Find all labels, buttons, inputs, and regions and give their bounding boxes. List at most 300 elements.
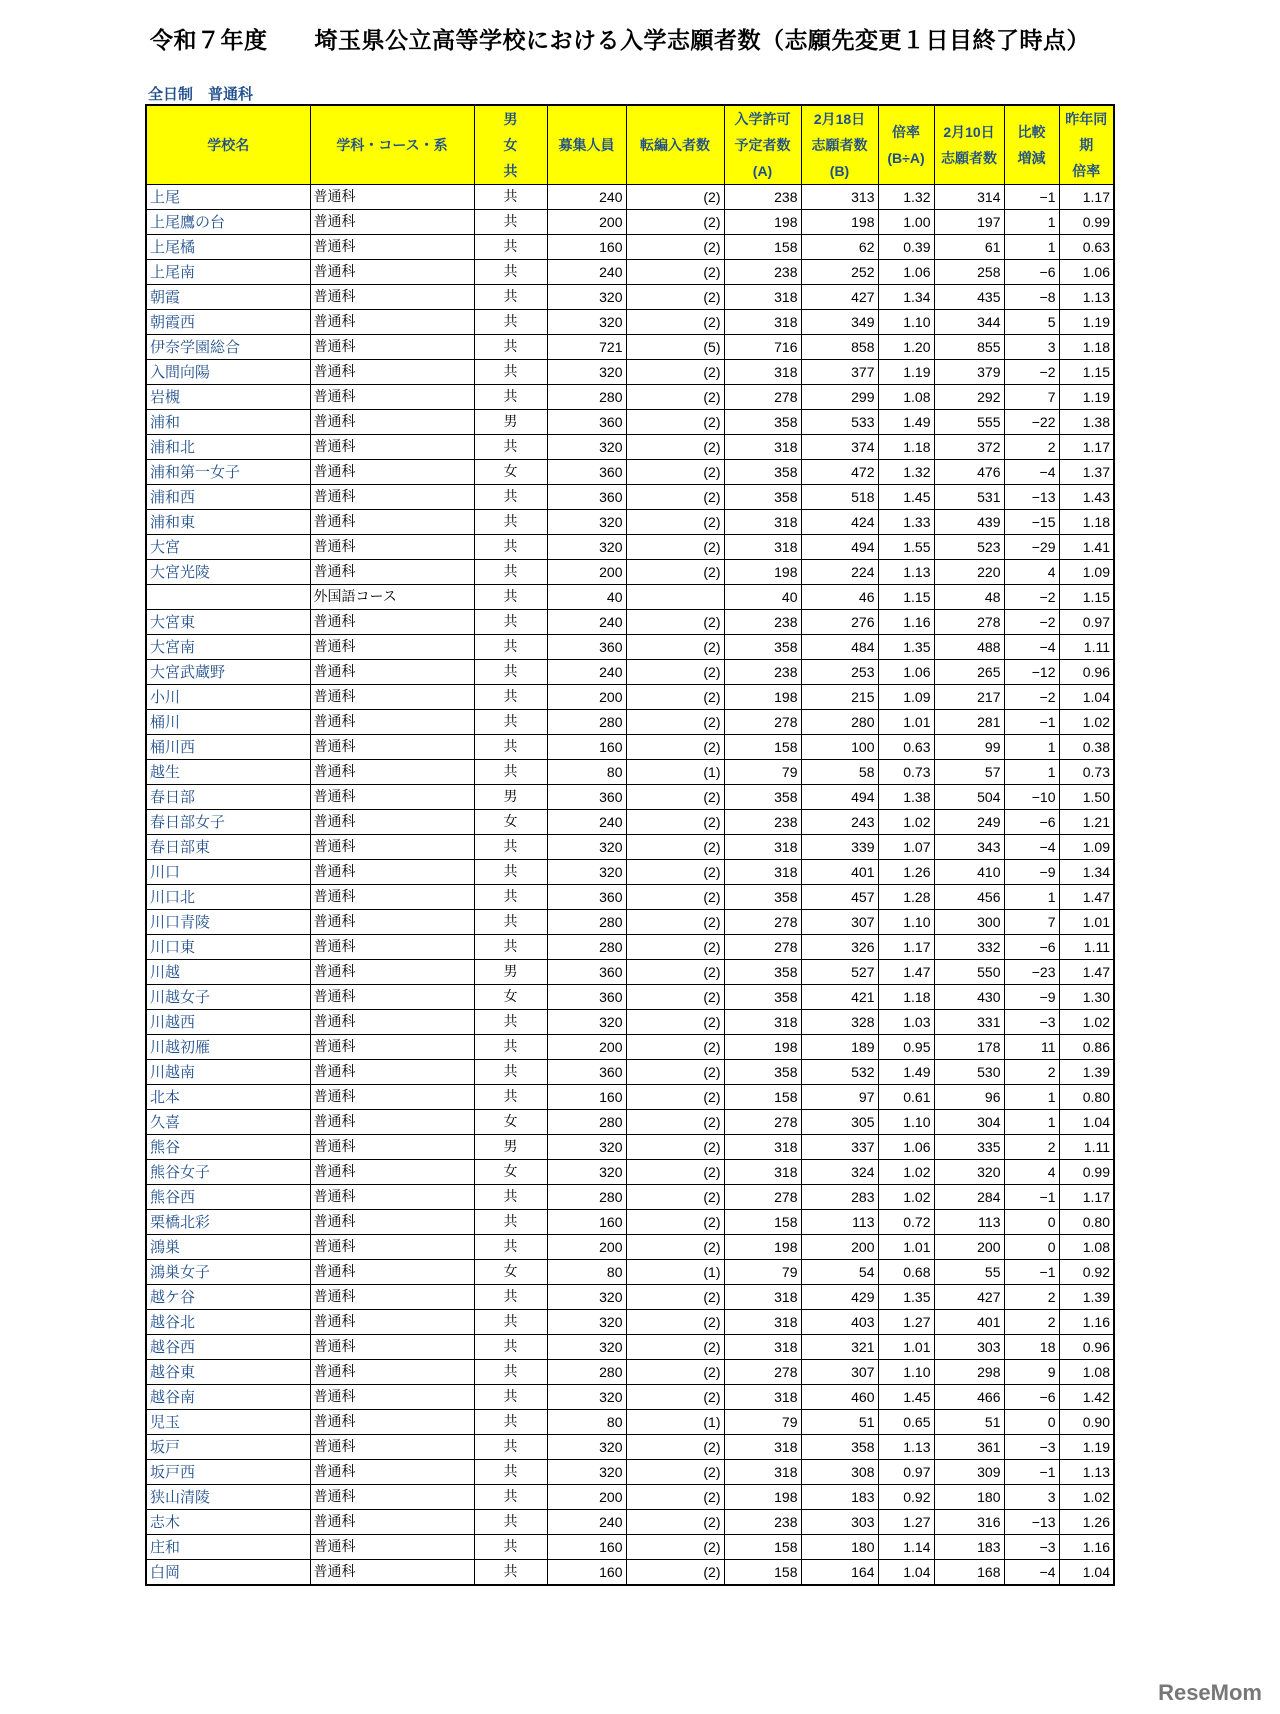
cell-transfer: (2): [626, 610, 724, 635]
cell-transfer: (2): [626, 460, 724, 485]
cell-admit: 158: [724, 1085, 801, 1110]
cell-capacity: 200: [547, 1235, 626, 1260]
cell-last: 0.90: [1059, 1410, 1114, 1435]
cell-course: 普通科: [310, 1310, 474, 1335]
cell-gender: 共: [474, 310, 547, 335]
table-row: [146, 1435, 1114, 1460]
cell-school: 大宮光陵: [146, 560, 310, 585]
cell-transfer: (2): [626, 860, 724, 885]
cell-ratio: 1.14: [878, 1535, 934, 1560]
cell-capacity: 360: [547, 485, 626, 510]
cell-course: 普通科: [310, 285, 474, 310]
cell-capacity: 360: [547, 885, 626, 910]
cell-ratio: 1.03: [878, 1010, 934, 1035]
cell-ratio: 1.27: [878, 1310, 934, 1335]
cell-gender: 共: [474, 1360, 547, 1385]
cell-course: 普通科: [310, 1035, 474, 1060]
cell-diff: −8: [1004, 285, 1059, 310]
header-admit-line-2: 予定者数: [734, 137, 791, 153]
cell-gender: 共: [474, 1310, 547, 1335]
table-header-row: [146, 105, 1114, 185]
cell-school: 北本: [146, 1085, 310, 1110]
cell-admit: 238: [724, 260, 801, 285]
header-ratio-line-2: (B÷A): [887, 150, 925, 166]
cell-ratio: 1.02: [878, 810, 934, 835]
cell-last: 0.96: [1059, 660, 1114, 685]
cell-capacity: 80: [547, 1260, 626, 1285]
cell-course: 普通科: [310, 785, 474, 810]
cell-transfer: (2): [626, 1385, 724, 1410]
cell-gender: 共: [474, 285, 547, 310]
cell-capacity: 280: [547, 935, 626, 960]
cell-prev: 281: [934, 710, 1004, 735]
cell-transfer: (2): [626, 360, 724, 385]
cell-applicants: 532: [801, 1060, 878, 1085]
cell-gender: 共: [474, 485, 547, 510]
cell-capacity: 360: [547, 635, 626, 660]
cell-school: 熊谷西: [146, 1185, 310, 1210]
cell-ratio: 0.92: [878, 1485, 934, 1510]
cell-admit: 278: [724, 1185, 801, 1210]
cell-last: 0.73: [1059, 760, 1114, 785]
header-course: 学科・コース・系: [310, 105, 474, 185]
cell-capacity: 320: [547, 1335, 626, 1360]
cell-school: 児玉: [146, 1410, 310, 1435]
cell-ratio: 0.61: [878, 1085, 934, 1110]
cell-ratio: 1.02: [878, 1185, 934, 1210]
cell-admit: 358: [724, 885, 801, 910]
table-row: [146, 1310, 1114, 1335]
cell-last: 1.39: [1059, 1285, 1114, 1310]
cell-course: 普通科: [310, 610, 474, 635]
cell-transfer: (2): [626, 510, 724, 535]
page-title: 令和７年度 埼玉県公立高等学校における入学志願者数（志願先変更１日目終了時点）: [150, 28, 1090, 54]
cell-applicants: 858: [801, 335, 878, 360]
cell-last: 1.04: [1059, 1110, 1114, 1135]
cell-course: 普通科: [310, 1110, 474, 1135]
cell-last: 0.99: [1059, 1160, 1114, 1185]
cell-school: 朝霞: [146, 285, 310, 310]
cell-admit: 358: [724, 460, 801, 485]
cell-course: 普通科: [310, 810, 474, 835]
cell-last: 1.42: [1059, 1385, 1114, 1410]
cell-course: 普通科: [310, 835, 474, 860]
cell-capacity: 280: [547, 1110, 626, 1135]
cell-gender: 共: [474, 1060, 547, 1085]
cell-diff: −6: [1004, 935, 1059, 960]
table-row: [146, 485, 1114, 510]
cell-admit: 40: [724, 585, 801, 610]
cell-diff: 11: [1004, 1035, 1059, 1060]
cell-prev: 427: [934, 1285, 1004, 1310]
cell-admit: 79: [724, 1410, 801, 1435]
header-transfer: 転編入者数: [626, 105, 724, 185]
cell-gender: 共: [474, 660, 547, 685]
cell-ratio: 1.04: [878, 1560, 934, 1586]
cell-admit: 358: [724, 785, 801, 810]
header-applicants-line-1: 2月18日: [813, 111, 866, 127]
cell-ratio: 1.08: [878, 385, 934, 410]
cell-admit: 198: [724, 1235, 801, 1260]
cell-prev: 372: [934, 435, 1004, 460]
cell-admit: 79: [724, 1260, 801, 1285]
cell-school: 春日部: [146, 785, 310, 810]
cell-transfer: (2): [626, 385, 724, 410]
cell-course: 外国語コース: [310, 585, 474, 610]
cell-transfer: (2): [626, 1185, 724, 1210]
cell-ratio: 1.06: [878, 660, 934, 685]
cell-school: 大宮東: [146, 610, 310, 635]
cell-transfer: (2): [626, 735, 724, 760]
cell-school: 浦和第一女子: [146, 460, 310, 485]
cell-school: 越ケ谷: [146, 1285, 310, 1310]
table-row: [146, 1135, 1114, 1160]
header-ratio: [878, 105, 934, 185]
cell-last: 1.18: [1059, 510, 1114, 535]
cell-transfer: (2): [626, 210, 724, 235]
cell-applicants: 494: [801, 785, 878, 810]
cell-school: 大宮武蔵野: [146, 660, 310, 685]
cell-admit: 318: [724, 1310, 801, 1335]
cell-gender: 共: [474, 1385, 547, 1410]
cell-applicants: 200: [801, 1235, 878, 1260]
cell-course: 普通科: [310, 1135, 474, 1160]
cell-admit: 278: [724, 910, 801, 935]
cell-course: 普通科: [310, 1535, 474, 1560]
cell-school: 川越初雁: [146, 1035, 310, 1060]
table-row: [146, 1385, 1114, 1410]
cell-applicants: 180: [801, 1535, 878, 1560]
cell-applicants: 484: [801, 635, 878, 660]
cell-capacity: 320: [547, 1160, 626, 1185]
cell-ratio: 1.49: [878, 410, 934, 435]
cell-transfer: (2): [626, 185, 724, 210]
cell-prev: 456: [934, 885, 1004, 910]
cell-gender: 共: [474, 635, 547, 660]
cell-transfer: (2): [626, 1160, 724, 1185]
cell-last: 0.96: [1059, 1335, 1114, 1360]
cell-ratio: 1.09: [878, 685, 934, 710]
cell-transfer: (2): [626, 410, 724, 435]
table-row: [146, 835, 1114, 860]
cell-last: 1.02: [1059, 1485, 1114, 1510]
cell-admit: 198: [724, 210, 801, 235]
cell-ratio: 1.16: [878, 610, 934, 635]
cell-last: 1.04: [1059, 1560, 1114, 1586]
cell-capacity: 200: [547, 210, 626, 235]
cell-last: 0.80: [1059, 1210, 1114, 1235]
cell-capacity: 320: [547, 360, 626, 385]
cell-school: 浦和東: [146, 510, 310, 535]
cell-applicants: 313: [801, 185, 878, 210]
table-row: [146, 935, 1114, 960]
cell-last: 1.16: [1059, 1310, 1114, 1335]
cell-transfer: (2): [626, 785, 724, 810]
cell-gender: 共: [474, 1435, 547, 1460]
cell-gender: 男: [474, 785, 547, 810]
cell-transfer: (2): [626, 1135, 724, 1160]
header-last-year-line-2: 期: [1079, 137, 1094, 153]
cell-capacity: 280: [547, 1360, 626, 1385]
cell-diff: −2: [1004, 585, 1059, 610]
cell-ratio: 1.15: [878, 585, 934, 610]
cell-gender: 共: [474, 835, 547, 860]
cell-capacity: 360: [547, 985, 626, 1010]
cell-diff: 2: [1004, 1285, 1059, 1310]
cell-diff: 2: [1004, 1135, 1059, 1160]
cell-applicants: 324: [801, 1160, 878, 1185]
cell-ratio: 1.47: [878, 960, 934, 985]
cell-course: 普通科: [310, 1260, 474, 1285]
cell-ratio: 0.72: [878, 1210, 934, 1235]
table-row: [146, 585, 1114, 610]
cell-last: 1.17: [1059, 185, 1114, 210]
cell-diff: −3: [1004, 1535, 1059, 1560]
table-body: [146, 185, 1114, 1586]
cell-diff: −2: [1004, 610, 1059, 635]
cell-capacity: 320: [547, 1310, 626, 1335]
cell-diff: −6: [1004, 260, 1059, 285]
cell-course: 普通科: [310, 485, 474, 510]
cell-gender: 共: [474, 935, 547, 960]
cell-applicants: 457: [801, 885, 878, 910]
cell-capacity: 240: [547, 660, 626, 685]
cell-prev: 249: [934, 810, 1004, 835]
cell-course: 普通科: [310, 1410, 474, 1435]
cell-gender: 共: [474, 1410, 547, 1435]
cell-last: 0.38: [1059, 735, 1114, 760]
cell-admit: 278: [724, 385, 801, 410]
cell-school: 久喜: [146, 1110, 310, 1135]
cell-capacity: 160: [547, 735, 626, 760]
cell-diff: −13: [1004, 1510, 1059, 1535]
cell-course: 普通科: [310, 360, 474, 385]
cell-ratio: 1.55: [878, 535, 934, 560]
cell-ratio: 1.10: [878, 1110, 934, 1135]
cell-prev: 278: [934, 610, 1004, 635]
cell-prev: 57: [934, 760, 1004, 785]
cell-ratio: 1.13: [878, 1435, 934, 1460]
cell-last: 1.11: [1059, 1135, 1114, 1160]
cell-transfer: (1): [626, 1410, 724, 1435]
table-row: [146, 1235, 1114, 1260]
table-row: [146, 1410, 1114, 1435]
cell-prev: 550: [934, 960, 1004, 985]
cell-school: 伊奈学園総合: [146, 335, 310, 360]
cell-admit: 79: [724, 760, 801, 785]
cell-ratio: 1.06: [878, 260, 934, 285]
header-admit-line-1: 入学許可: [734, 111, 791, 127]
cell-prev: 855: [934, 335, 1004, 360]
cell-admit: 198: [724, 1035, 801, 1060]
cell-diff: −1: [1004, 710, 1059, 735]
cell-diff: 7: [1004, 910, 1059, 935]
cell-applicants: 533: [801, 410, 878, 435]
cell-school: 狭山清陵: [146, 1485, 310, 1510]
table-row: [146, 1010, 1114, 1035]
table-row: [146, 885, 1114, 910]
cell-course: 普通科: [310, 1385, 474, 1410]
cell-gender: 共: [474, 560, 547, 585]
cell-transfer: (2): [626, 1210, 724, 1235]
cell-prev: 178: [934, 1035, 1004, 1060]
cell-transfer: (2): [626, 985, 724, 1010]
cell-last: 0.63: [1059, 235, 1114, 260]
cell-prev: 298: [934, 1360, 1004, 1385]
table-row: [146, 1060, 1114, 1085]
cell-course: 普通科: [310, 1085, 474, 1110]
cell-diff: −6: [1004, 810, 1059, 835]
cell-gender: 男: [474, 1135, 547, 1160]
table-row: [146, 510, 1114, 535]
cell-ratio: 0.68: [878, 1260, 934, 1285]
cell-course: 普通科: [310, 1360, 474, 1385]
cell-prev: 55: [934, 1260, 1004, 1285]
cell-capacity: 320: [547, 435, 626, 460]
cell-diff: −1: [1004, 185, 1059, 210]
cell-transfer: (2): [626, 710, 724, 735]
cell-school: 岩槻: [146, 385, 310, 410]
cell-gender: 共: [474, 710, 547, 735]
cell-course: 普通科: [310, 935, 474, 960]
cell-admit: 278: [724, 710, 801, 735]
cell-prev: 335: [934, 1135, 1004, 1160]
cell-transfer: (2): [626, 560, 724, 585]
cell-transfer: (2): [626, 810, 724, 835]
cell-school: 川口: [146, 860, 310, 885]
cell-gender: 男: [474, 410, 547, 435]
cell-course: 普通科: [310, 1285, 474, 1310]
cell-transfer: (1): [626, 760, 724, 785]
cell-diff: −4: [1004, 835, 1059, 860]
cell-gender: 共: [474, 610, 547, 635]
cell-diff: −9: [1004, 985, 1059, 1010]
table-row: [146, 1035, 1114, 1060]
cell-admit: 716: [724, 335, 801, 360]
cell-gender: 女: [474, 1110, 547, 1135]
cell-last: 1.15: [1059, 360, 1114, 385]
cell-prev: 466: [934, 1385, 1004, 1410]
cell-admit: 158: [724, 235, 801, 260]
table-row: [146, 185, 1114, 210]
cell-diff: 1: [1004, 1085, 1059, 1110]
cell-last: 1.15: [1059, 585, 1114, 610]
cell-last: 0.86: [1059, 1035, 1114, 1060]
cell-transfer: (2): [626, 885, 724, 910]
cell-applicants: 252: [801, 260, 878, 285]
cell-course: 普通科: [310, 185, 474, 210]
cell-transfer: (2): [626, 935, 724, 960]
cell-gender: 女: [474, 985, 547, 1010]
cell-school: 春日部女子: [146, 810, 310, 835]
cell-course: 普通科: [310, 860, 474, 885]
cell-ratio: 1.38: [878, 785, 934, 810]
cell-school: 栗橋北彩: [146, 1210, 310, 1235]
cell-ratio: 1.00: [878, 210, 934, 235]
table-row: [146, 385, 1114, 410]
cell-admit: 318: [724, 1460, 801, 1485]
cell-diff: −13: [1004, 485, 1059, 510]
cell-applicants: 243: [801, 810, 878, 835]
cell-applicants: 280: [801, 710, 878, 735]
cell-capacity: 721: [547, 335, 626, 360]
cell-applicants: 494: [801, 535, 878, 560]
cell-capacity: 360: [547, 960, 626, 985]
cell-last: 1.34: [1059, 860, 1114, 885]
cell-last: 1.37: [1059, 460, 1114, 485]
cell-admit: 318: [724, 1435, 801, 1460]
header-last-year-line-3: 倍率: [1072, 163, 1101, 179]
cell-applicants: 328: [801, 1010, 878, 1035]
cell-admit: 278: [724, 1110, 801, 1135]
cell-last: 1.18: [1059, 335, 1114, 360]
cell-last: 0.99: [1059, 210, 1114, 235]
cell-last: 1.06: [1059, 260, 1114, 285]
header-applicants-line-2: 志願者数: [811, 137, 868, 153]
cell-school: 熊谷女子: [146, 1160, 310, 1185]
cell-ratio: 1.01: [878, 1235, 934, 1260]
cell-prev: 265: [934, 660, 1004, 685]
cell-last: 1.50: [1059, 785, 1114, 810]
cell-course: 普通科: [310, 1485, 474, 1510]
cell-admit: 278: [724, 1360, 801, 1385]
cell-transfer: (2): [626, 1285, 724, 1310]
cell-ratio: 1.13: [878, 560, 934, 585]
table-row: [146, 435, 1114, 460]
table-row: [146, 360, 1114, 385]
cell-last: 1.26: [1059, 1510, 1114, 1535]
cell-applicants: 421: [801, 985, 878, 1010]
cell-diff: −2: [1004, 685, 1059, 710]
cell-capacity: 40: [547, 585, 626, 610]
cell-school: 越谷西: [146, 1335, 310, 1360]
table-row: [146, 1160, 1114, 1185]
table-row: [146, 210, 1114, 235]
cell-admit: 318: [724, 435, 801, 460]
cell-course: 普通科: [310, 910, 474, 935]
cell-school: [146, 585, 310, 610]
cell-course: 普通科: [310, 1435, 474, 1460]
cell-applicants: 349: [801, 310, 878, 335]
cell-gender: 共: [474, 185, 547, 210]
table-row: [146, 660, 1114, 685]
cell-applicants: 337: [801, 1135, 878, 1160]
cell-gender: 共: [474, 510, 547, 535]
cell-applicants: 113: [801, 1210, 878, 1235]
cell-course: 普通科: [310, 1510, 474, 1535]
cell-capacity: 320: [547, 285, 626, 310]
table-row: [146, 1510, 1114, 1535]
cell-applicants: 321: [801, 1335, 878, 1360]
cell-school: 鴻巣女子: [146, 1260, 310, 1285]
cell-gender: 共: [474, 435, 547, 460]
cell-applicants: 424: [801, 510, 878, 535]
cell-school: 桶川西: [146, 735, 310, 760]
cell-ratio: 0.95: [878, 1035, 934, 1060]
cell-applicants: 97: [801, 1085, 878, 1110]
cell-course: 普通科: [310, 1335, 474, 1360]
cell-diff: −1: [1004, 1260, 1059, 1285]
cell-diff: 4: [1004, 560, 1059, 585]
cell-course: 普通科: [310, 1060, 474, 1085]
cell-school: 越谷東: [146, 1360, 310, 1385]
cell-school: 川越女子: [146, 985, 310, 1010]
cell-ratio: 1.45: [878, 485, 934, 510]
cell-school: 春日部東: [146, 835, 310, 860]
cell-prev: 361: [934, 1435, 1004, 1460]
cell-applicants: 429: [801, 1285, 878, 1310]
cell-ratio: 1.34: [878, 285, 934, 310]
